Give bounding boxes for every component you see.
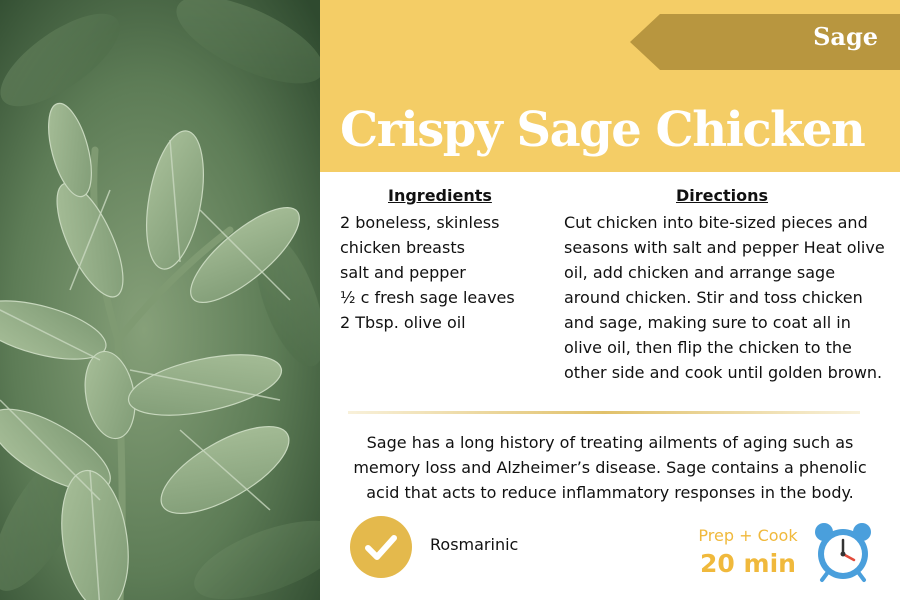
alarm-clock-icon: [810, 520, 876, 584]
recipe-title: Crispy Sage Chicken: [340, 102, 865, 158]
title-banner: [320, 0, 900, 172]
ingredient-item: salt and pepper: [340, 263, 466, 282]
herb-info: Sage has a long history of treating ailments of aging such as memory loss and Alzheimer’s disease. Sage contains a phenolic acid that acts to reduce inflammatory responses in the body.: [353, 433, 867, 502]
ingredients-list: [340, 210, 550, 335]
directions-heading: Directions: [676, 186, 769, 205]
divider: [348, 411, 860, 414]
prep-label: Prep + Cook: [698, 526, 798, 545]
herb-tag: Sage: [813, 22, 878, 51]
ingredient-item: ½ c fresh sage leaves: [340, 288, 515, 307]
ingredient-item: 2 boneless, skinless: [340, 213, 500, 232]
ingredient-item: chicken breasts: [340, 238, 465, 257]
prep-time: 20 min: [700, 549, 796, 578]
compound-label: Rosmarinic: [430, 535, 519, 554]
check-circle-icon: [350, 516, 412, 578]
sage-plant-photo: [0, 0, 320, 600]
directions-text: Cut chicken into bite-sized pieces and seasons with salt and pepper Heat olive oil, add chicken and arrange sage around chicken. Stir and toss chicken and sage, making sure to coat all in olive oil, then flip the chicken to the other side and cook until golden brown.: [564, 213, 885, 382]
ingredients-heading: Ingredients: [388, 186, 492, 205]
recipe-content: [320, 0, 900, 600]
ingredient-item: 2 Tbsp. olive oil: [340, 313, 466, 332]
